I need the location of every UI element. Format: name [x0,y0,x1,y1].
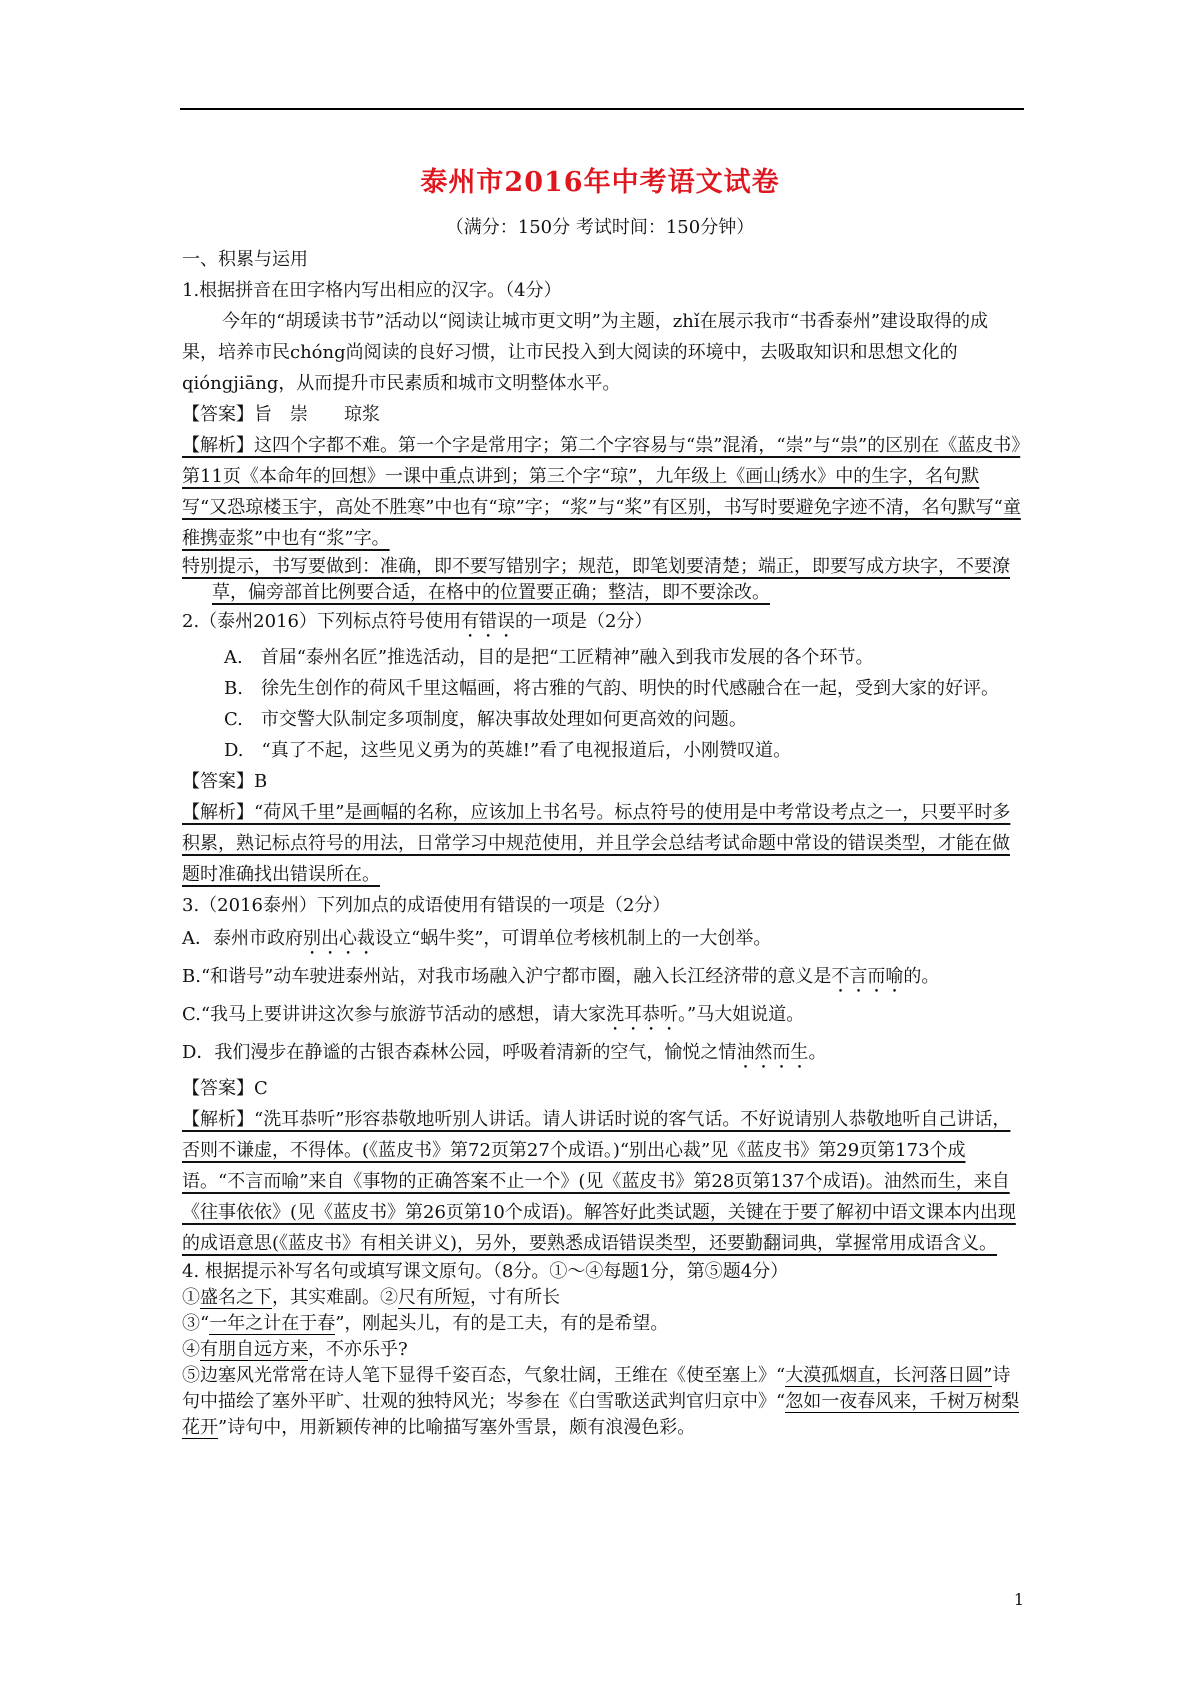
q3-option-a: A．泰州市政府别出心裁设立“蜗牛奖”，可谓单位考核机制上的一大创举。 [182,928,772,949]
q3-answer: 【答案】C [182,1078,268,1099]
q2-option-a: A. 首届“泰州名匠”推选活动，目的是把“工匠精神”融入到我市发展的各个环节。 [224,647,874,668]
q4-line-3: ④有朋自远方来，不亦乐乎? [182,1339,408,1360]
q4-line-2: ③“一年之计在于春”，刚起头儿，有的是工夫，有的是希望。 [182,1313,669,1334]
page-title: 泰州市2016年中考语文试卷 [420,167,780,198]
q2-option-d: D. “真了不起，这些见义勇为的英雄!”看了电视报道后，小刚赞叹道。 [224,740,792,761]
section-heading: 一、积累与运用 [182,249,308,270]
q2-option-c: C. 市交警大队制定多项制度，解决事故处理如何更高效的问题。 [224,709,747,730]
q3-option-d: D．我们漫步在静谧的古银杏森林公园，呼吸着清新的空气，愉悦之情油然而生。 [182,1042,827,1063]
q4-stem: 4. 根据提示补写名句或填写课文原句。（8分。①～④每题1分，第⑤题4分） [182,1261,789,1282]
q1-tip: 特别提示，书写要做到：准确，即不要写错别字；规范，即笔划要清楚；端正，即要写成方块字，不要潦草，偏旁部首比例要合适，在格中的位置要正确；整洁，即不要涂改。 [182,556,1010,603]
q2-analysis: 【解析】“荷风千里”是画幅的名称，应该加上书名号。标点符号的使用是中考常设考点之一，只要平时多积累，熟记标点符号的用法，日常学习中规范使用，并且学会总结考试命题中常设的错误类型，才能在做题时准确找出错误所在。 [182,802,1011,885]
q3-analysis: 【解析】“洗耳恭听”形容恭敬地听别人讲话。请人讲话时说的客气话。不好说请别人恭敬地听自己讲话，否则不谦虚，不得体。(《蓝皮书》第72页第27个成语。)“别出心裁”见《蓝皮书》第29页第173个成语。“不言而喻”来自《事物的正确答案不止一个》(见《蓝皮书》第28页第137个成语)。油然而生，来自《往事依依》(见《蓝皮书》第26页第10个成语)。解答好此类试题，关键在于要了解初中语文课本内出现的成语意思(《蓝皮书》有相关讲义)，另外，要熟悉成语错误类型，还要勤翻词典，掌握常用成语含义。 [182,1109,1016,1254]
q1-passage: 今年的“胡瑗读书节”活动以“阅读让城市更文明”为主题，zhǐ在展示我市“书香泰州”建设取得的成果，培养市民chóng尚阅读的良好习惯，让市民投入到大阅读的环境中，去吸取知识和思想文化的qióngjiāng，从而提升市民素质和城市文明整体水平。 [182,311,989,394]
q1-stem: 1.根据拼音在田字格内写出相应的汉字。（4分） [182,280,562,301]
q4-line-4: ⑤边塞风光常常在诗人笔下显得千姿百态，气象壮阔，王维在《使至塞上》“大漠孤烟直，长河落日圆”诗句中描绘了塞外平旷、壮观的独特风光；岑参在《白雪歌送武判官归京中》“忽如一夜春风来，千树万树梨花开”诗句中，用新颖传神的比喻描写塞外雪景，颇有浪漫色彩。 [182,1365,1020,1438]
page-subtitle: （满分：150分 考试时间：150分钟） [445,217,755,238]
q2-stem: 2.（泰州2016）下列标点符号使用有错误的一项是（2分） [182,611,653,632]
q3-option-b: B.“和谐号”动车驶进泰州站，对我市场融入沪宁都市圈，融入长江经济带的意义是不言而喻的。 [182,966,940,987]
q1-answer: 【答案】旨 崇 琼浆 [182,404,380,425]
q3-option-c: C.“我马上要讲讲这次参与旅游节活动的感想，请大家洗耳恭听。”马大姐说道。 [182,1004,805,1025]
q3-stem: 3.（2016泰州）下列加点的成语使用有错误的一项是（2分） [182,895,671,916]
q1-analysis: 【解析】这四个字都不难。第一个字是常用字；第二个字容易与“祟”混淆，“崇”与“祟”的区别在《蓝皮书》第11页《本命年的回想》一课中重点讲到；第三个字“琼”，九年级上《画山绣水》中的生字，名句默写“又恐琼楼玉宇，高处不胜寒”中也有“琼”字；“浆”与“桨”有区别，书写时要避免字迹不清，名句默写“童稚携壶浆”中也有“浆”字。 [182,435,1021,549]
q2-answer: 【答案】B [182,771,268,792]
page-number: 1 [1013,1590,1024,1609]
header-rule [180,108,1024,110]
q4-line-1: ①盛名之下，其实难副。②尺有所短，寸有所长 [182,1287,560,1308]
q2-option-b: B. 徐先生创作的荷风千里这幅画，将古雅的气韵、明快的时代感融合在一起，受到大家的好评。 [224,678,999,699]
q4-block [182,1259,1022,1441]
exam-content [182,244,1022,1441]
